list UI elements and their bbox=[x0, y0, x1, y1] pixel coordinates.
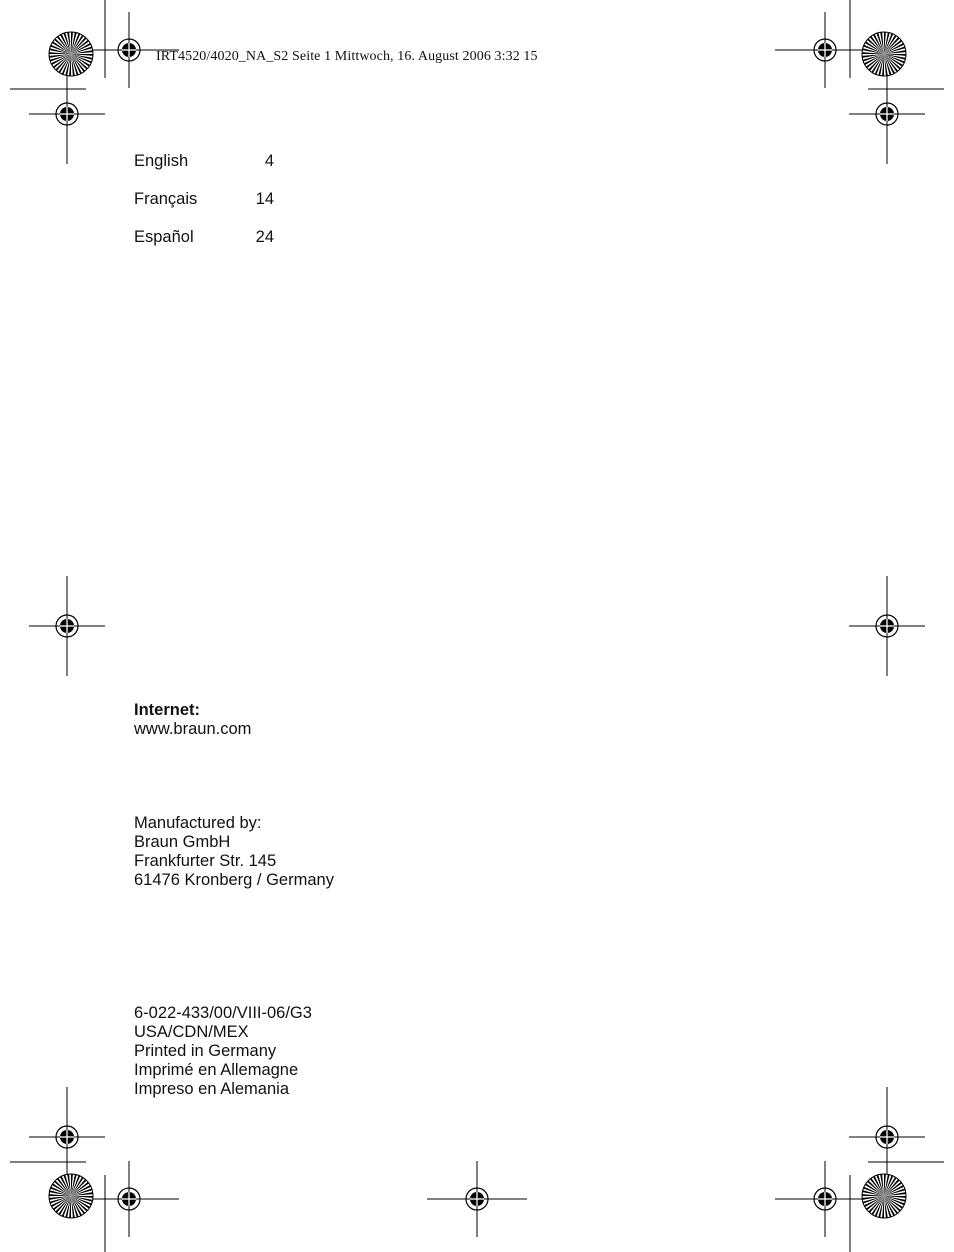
printed-in-es: Impreso en Alemania bbox=[134, 1080, 290, 1098]
internet-url[interactable]: www.braun.com bbox=[134, 720, 252, 738]
toc-page: 24 bbox=[255, 228, 274, 246]
toc-language: Français bbox=[134, 190, 198, 208]
star-target-icon bbox=[862, 32, 906, 76]
registration-mark-icon bbox=[29, 576, 105, 676]
toc-row[interactable] bbox=[134, 151, 274, 189]
print-info-block bbox=[134, 1004, 312, 1099]
registration-mark-icon bbox=[775, 12, 875, 88]
star-target-icon bbox=[862, 1174, 906, 1218]
file-slug: IRT4520/4020_NA_S2 Seite 1 Mittwoch, 16. August 2006 3:32 15 bbox=[156, 49, 538, 64]
registration-mark-icon bbox=[849, 64, 925, 164]
print-code: 6-022-433/00/VIII-06/G3 bbox=[134, 1004, 312, 1022]
toc-row[interactable] bbox=[134, 227, 274, 265]
internet-label: Internet: bbox=[134, 701, 200, 719]
registration-mark-icon bbox=[427, 1161, 527, 1237]
language-table-of-contents bbox=[134, 151, 274, 265]
registration-mark-icon bbox=[29, 1087, 105, 1187]
manufacturer-city: 61476 Kronberg / Germany bbox=[134, 871, 334, 889]
printed-in-fr: Imprimé en Allemagne bbox=[134, 1061, 299, 1079]
toc-language: English bbox=[134, 152, 189, 170]
star-target-icon bbox=[49, 32, 93, 76]
manufacturer-name: Braun GmbH bbox=[134, 833, 231, 851]
registration-mark-icon bbox=[29, 64, 105, 164]
manufacturer-block bbox=[134, 814, 334, 890]
registration-mark-icon bbox=[775, 1161, 875, 1237]
manufacturer-street: Frankfurter Str. 145 bbox=[134, 852, 277, 870]
toc-row[interactable] bbox=[134, 189, 274, 227]
registration-mark-icon bbox=[79, 1161, 179, 1237]
internet-block bbox=[134, 701, 251, 739]
toc-language: Español bbox=[134, 228, 194, 246]
registration-mark-icon bbox=[849, 576, 925, 676]
print-regions: USA/CDN/MEX bbox=[134, 1023, 249, 1041]
registration-mark-icon bbox=[849, 1087, 925, 1187]
toc-page: 4 bbox=[264, 152, 274, 170]
toc-page: 14 bbox=[255, 190, 274, 208]
star-target-icon bbox=[49, 1174, 93, 1218]
printed-in-en: Printed in Germany bbox=[134, 1042, 277, 1060]
manufacturer-label: Manufactured by: bbox=[134, 814, 262, 832]
